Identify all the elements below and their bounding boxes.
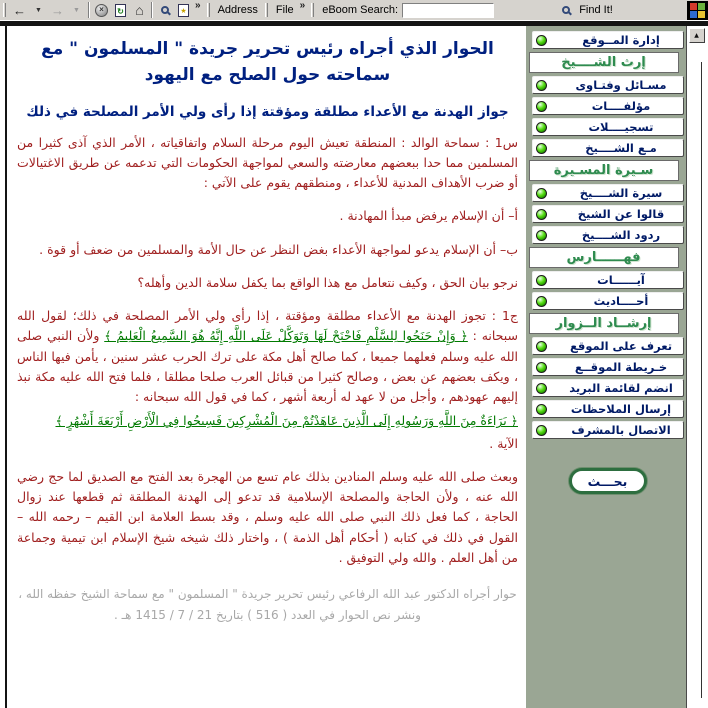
- chevron-down-icon: ▼: [35, 6, 42, 14]
- sidebar-header-indexes[interactable]: فهــــــارس: [529, 247, 679, 268]
- green-bullet-icon: [536, 341, 547, 352]
- scroll-up-arrow-icon: ▲: [694, 32, 699, 39]
- green-bullet-icon: [536, 209, 547, 220]
- answer-paragraph: [17, 306, 518, 407]
- home-icon: ⌂: [135, 2, 144, 18]
- nav-overflow-chevron[interactable]: »: [195, 0, 201, 11]
- address-band: [204, 0, 262, 20]
- vertical-scrollbar[interactable]: [686, 26, 706, 708]
- green-bullet-icon: [536, 230, 547, 241]
- quran-verse-link-1[interactable]: ﴿ وَإِنْ جَنَحُوا لِلسَّلْمِ فَاجْنَحْ لَهَا وَتَوَكَّلْ عَلَى اللَّهِ إِنَّهُ هُوَ السَّمِيعُ الْعَلِيمُ ﴾: [104, 328, 468, 344]
- find-it-label: Find It!: [579, 4, 613, 16]
- quran-verse-link-2[interactable]: ﴿ بَرَاءَةٌ مِنَ اللَّهِ وَرَسُولِهِ إِلَى الَّذِينَ عَاهَدْتُمْ مِنَ الْمُشْرِكِينَ فَسِيحُوا فِي الْأَرْضِ أَرْبَعَةَ أَشْهُرٍ ﴾: [55, 413, 518, 429]
- windows-logo: [687, 1, 708, 20]
- back-arrow-icon: ←: [13, 2, 26, 18]
- green-bullet-icon: [536, 80, 547, 91]
- search-icon: [161, 6, 169, 14]
- address-label[interactable]: Address: [217, 4, 258, 16]
- home-button[interactable]: [130, 1, 149, 19]
- toolbar-separator: [151, 2, 153, 18]
- refresh-button[interactable]: [111, 1, 130, 19]
- sidebar-item-publications[interactable]: مؤلفــــات: [532, 97, 684, 115]
- sidebar-item-sheikh-replies[interactable]: ردود الشــــيخ: [532, 226, 684, 244]
- logo-red-pane: [690, 3, 697, 10]
- forward-button[interactable]: [48, 1, 67, 19]
- toolbar-grip: [207, 3, 210, 17]
- green-bullet-icon: [536, 404, 547, 415]
- request-paragraph: نرجو بيان الحق ، وكيف نتعامل مع هذا الواقع بما يكفل سلامة الدين وأهله؟: [137, 274, 518, 290]
- point-a-paragraph: أ– أن الإسلام يرفض مبدأ المهادنة .: [339, 208, 518, 224]
- green-bullet-icon: [536, 188, 547, 199]
- sidebar-item-quran-verses[interactable]: آيــــــات: [532, 271, 684, 289]
- logo-yellow-pane: [698, 11, 705, 18]
- nav-buttons-band: [10, 0, 204, 20]
- favorites-icon: ★: [178, 4, 189, 17]
- green-bullet-icon: [536, 296, 547, 307]
- page-title: الحوار الذي أجراه رئيس تحرير جريدة " المسلمون " مع سماحته حول الصلح مع اليهود: [41, 39, 494, 86]
- forward-arrow-icon: →: [51, 2, 64, 18]
- answer-closing-paragraph: وبعث صلى الله عليه وسلم المنادين بذلك عام تسع من الهجرة بعد الفتح مع الصديق لما حج رضي الله عنه ، ولأن الحاجة والمصلحة الإسلامية قد تدعو إلى الهدنة المطلقة ثم قطعها عند زوال الحاجة ، كما فعل ذلك النبي صلى الله عليه وسلم ، وقد بسط العلامة ابن القيم – رحمه الله – القول في ذلك في كتابه ( أحكام أهل الذمة ) ، واختار ذلك شيخه شيخ الإسلام ابن تيمية وجماعة من أهل العلم . والله ولي التوفيق .: [17, 468, 518, 565]
- sidebar-item-about-site[interactable]: تعرف على الموقع: [532, 337, 684, 355]
- toolbar-grip: [3, 3, 6, 17]
- logo-green-pane: [698, 3, 705, 10]
- navigation-sidebar: [526, 26, 686, 708]
- green-bullet-icon: [536, 383, 547, 394]
- sidebar-item-mailing-list[interactable]: انضم لقائمة البريد: [532, 379, 684, 397]
- sidebar-search-button[interactable]: بحـــث: [569, 468, 647, 494]
- chevron-down-icon: ▼: [73, 6, 80, 14]
- green-bullet-icon: [536, 425, 547, 436]
- green-bullet-icon: [536, 122, 547, 133]
- refresh-icon: ↻: [115, 4, 126, 17]
- question-paragraph: س1 : سماحة الوالد : المنطقة تعيش اليوم مرحلة السلام واتفاقياته ، الأمر الذي آذى كثيرا من المسلمين مما حدا ببعضهم معارضته والسعي لمواجهة الحكومات التي تدعمه عن طريق الاغتيالات أو ضرب الأهداف المدنية للأعداء ، ومنطقهم يقوم على الآتي :: [17, 134, 518, 191]
- sidebar-item-site-admin[interactable]: إدارة المــوقع: [532, 31, 684, 49]
- search-button[interactable]: [155, 1, 174, 19]
- file-menu[interactable]: File: [275, 4, 294, 16]
- scroll-up-button[interactable]: [689, 28, 705, 43]
- sidebar-header-biography[interactable]: سـيرة المسـيرة: [529, 160, 679, 181]
- eboom-search-band: [308, 0, 494, 20]
- stop-button[interactable]: [92, 1, 111, 19]
- page-body: [0, 26, 708, 708]
- stop-icon: ×: [95, 4, 108, 17]
- find-it-button[interactable]: [494, 4, 685, 16]
- sidebar-header-visitor-guide[interactable]: إرشــاد الــزوار: [529, 313, 679, 334]
- verse-tail-text: الآية .: [489, 435, 518, 451]
- answer-intro-text: ج1 : تجوز الهدنة مع الأعداء مطلقة ومؤقتة ، إذا رأى ولي الأمر المصلحة في ذلك؛ لقول الله سبحانه :: [17, 308, 518, 344]
- sidebar-item-send-feedback[interactable]: إرسال الملاحظات: [532, 400, 684, 418]
- favorites-button[interactable]: [174, 1, 193, 19]
- forward-dropdown-button[interactable]: [67, 1, 86, 19]
- menu-overflow-chevron[interactable]: »: [299, 0, 306, 11]
- green-bullet-icon: [536, 35, 547, 46]
- point-b-paragraph: ب– أن الإسلام يدعو لمواجهة الأعداء بغض النظر عن حال الأمة والمسلمين من ضعف أو قوة .: [39, 241, 518, 257]
- sidebar-item-site-map[interactable]: خـريطة الموقــع: [532, 358, 684, 376]
- sidebar-header-sheikh-legacy[interactable]: إرث الشــــيخ: [529, 52, 679, 73]
- sidebar-item-contact-admin[interactable]: الاتصال بالمشرف: [532, 421, 684, 439]
- browser-toolbar: [0, 0, 708, 21]
- toolbar-grip: [311, 3, 314, 17]
- eboom-search-label: eBoom Search:: [322, 4, 399, 16]
- green-bullet-icon: [536, 101, 547, 112]
- back-button[interactable]: [10, 1, 29, 19]
- sidebar-item-said-about-sheikh[interactable]: قالوا عن الشيخ: [532, 205, 684, 223]
- green-bullet-icon: [536, 143, 547, 154]
- sidebar-item-recordings[interactable]: تسجيــــلات: [532, 118, 684, 136]
- answer-body-text: ولأن النبي صلى الله عليه وسلم فعلهما جميعا ، كما صالح أهل مكة على ترك الحرب عشر سنين ، يأمن فيها الناس ، ويكف بعضهم عن بعض ، وصالح كثيرا من قبائل العرب صلحا مطلقا ، فلما فتح الله عليه مكة نبذ إليهم عهودهم ، وأجل من لا عهد له أربعة أشهر ، كما في قول الله سبحانه :: [17, 328, 518, 405]
- page-left-border: [0, 26, 7, 708]
- back-dropdown-button[interactable]: [29, 1, 48, 19]
- source-note: حوار أجراه الدكتور عبد الله الرفاعي رئيس تحرير جريدة " المسلمون " مع سماحة الشيخ حفظه الله ، ونشر نص الحوار في العدد ( 516 ) بتاريخ 21 / 7 / 1415 هـ .: [18, 587, 517, 623]
- green-bullet-icon: [536, 362, 547, 373]
- toolbar-grip: [265, 3, 268, 17]
- article-content: [7, 26, 526, 708]
- page-subtitle: جواز الهدنة مع الأعداء مطلقة ومؤقتة إذا رأى ولي الأمر المصلحة في ذلك: [26, 103, 509, 120]
- sidebar-item-issues-fatwas[interactable]: مسـائل وفتـاوى: [532, 76, 684, 94]
- file-menu-band: [262, 0, 308, 20]
- green-bullet-icon: [536, 275, 547, 286]
- sidebar-item-sheikh-biography[interactable]: سيرة الشــــيخ: [532, 184, 684, 202]
- toolbar-separator: [88, 2, 90, 18]
- logo-blue-pane: [690, 11, 697, 18]
- eboom-search-input[interactable]: [402, 3, 494, 18]
- scrollbar-track-line: [701, 62, 702, 698]
- sidebar-item-with-the-sheikh[interactable]: مـع الشــــيخ: [532, 139, 684, 157]
- sidebar-item-hadiths[interactable]: أحــــاديث: [532, 292, 684, 310]
- find-it-magnifier-icon: [562, 6, 570, 14]
